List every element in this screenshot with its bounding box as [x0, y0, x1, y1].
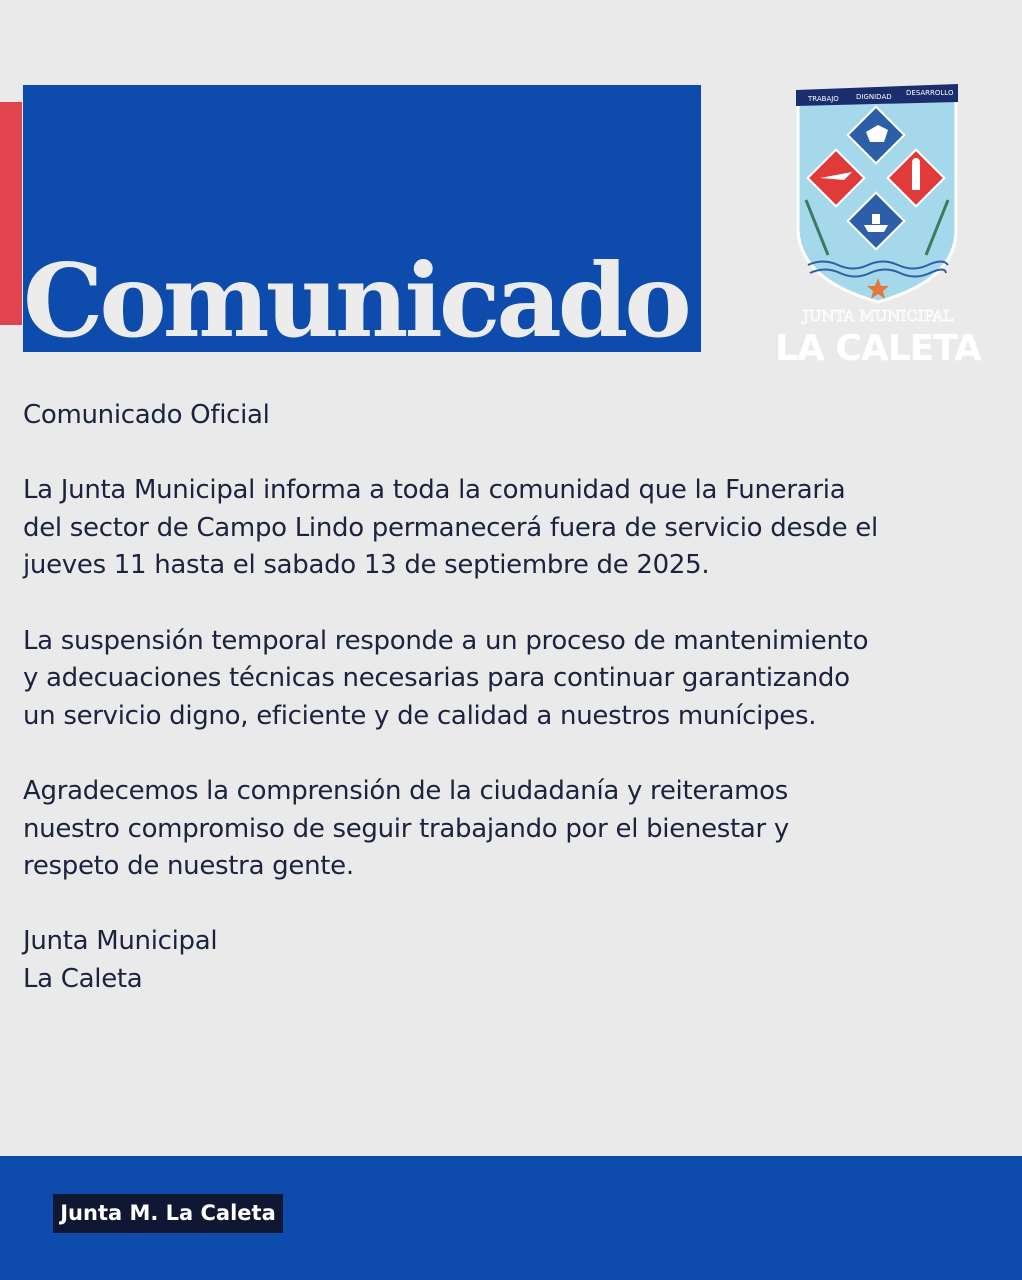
paragraph: Agradecemos la comprensión de la ciudadanía y reiteramos nuestro compromiso de seguir trabajando por el bienestar y respeto de nuestra gente. [23, 775, 790, 882]
announcement-body [23, 397, 883, 999]
signature-line: Junta Municipal [23, 926, 218, 957]
footer-tag: Junta M. La Caleta [53, 1194, 283, 1233]
la-caleta-logo [775, 80, 981, 370]
svg-text:LA CALETA: LA CALETA [775, 328, 981, 369]
paragraph: La suspensión temporal responde a un proceso de mantenimiento y adecuaciones técnicas necesarias para continuar garantizando un servicio digno, eficiente y de calidad a nuestros munícipes. [23, 625, 869, 731]
accent-bar [0, 102, 22, 325]
page-title: Comunicado [23, 241, 688, 360]
announcement-heading: Comunicado Oficial [23, 400, 270, 430]
svg-text:DESARROLLO: DESARROLLO [906, 89, 954, 97]
svg-text:TRABAJO: TRABAJO [808, 95, 839, 103]
paragraph: La Junta Municipal informa a toda la comunidad que la Funeraria del sector de Campo Lindo permanecerá fuera de servicio desde el jueves 11 hasta el sabado 13 de septiembre de 2025. [23, 475, 878, 581]
svg-text:DIGNIDAD: DIGNIDAD [856, 93, 892, 101]
svg-text:JUNTA MUNICIPAL: JUNTA MUNICIPAL [802, 307, 954, 325]
title-banner [23, 85, 701, 360]
signature-line: La Caleta [23, 963, 143, 994]
